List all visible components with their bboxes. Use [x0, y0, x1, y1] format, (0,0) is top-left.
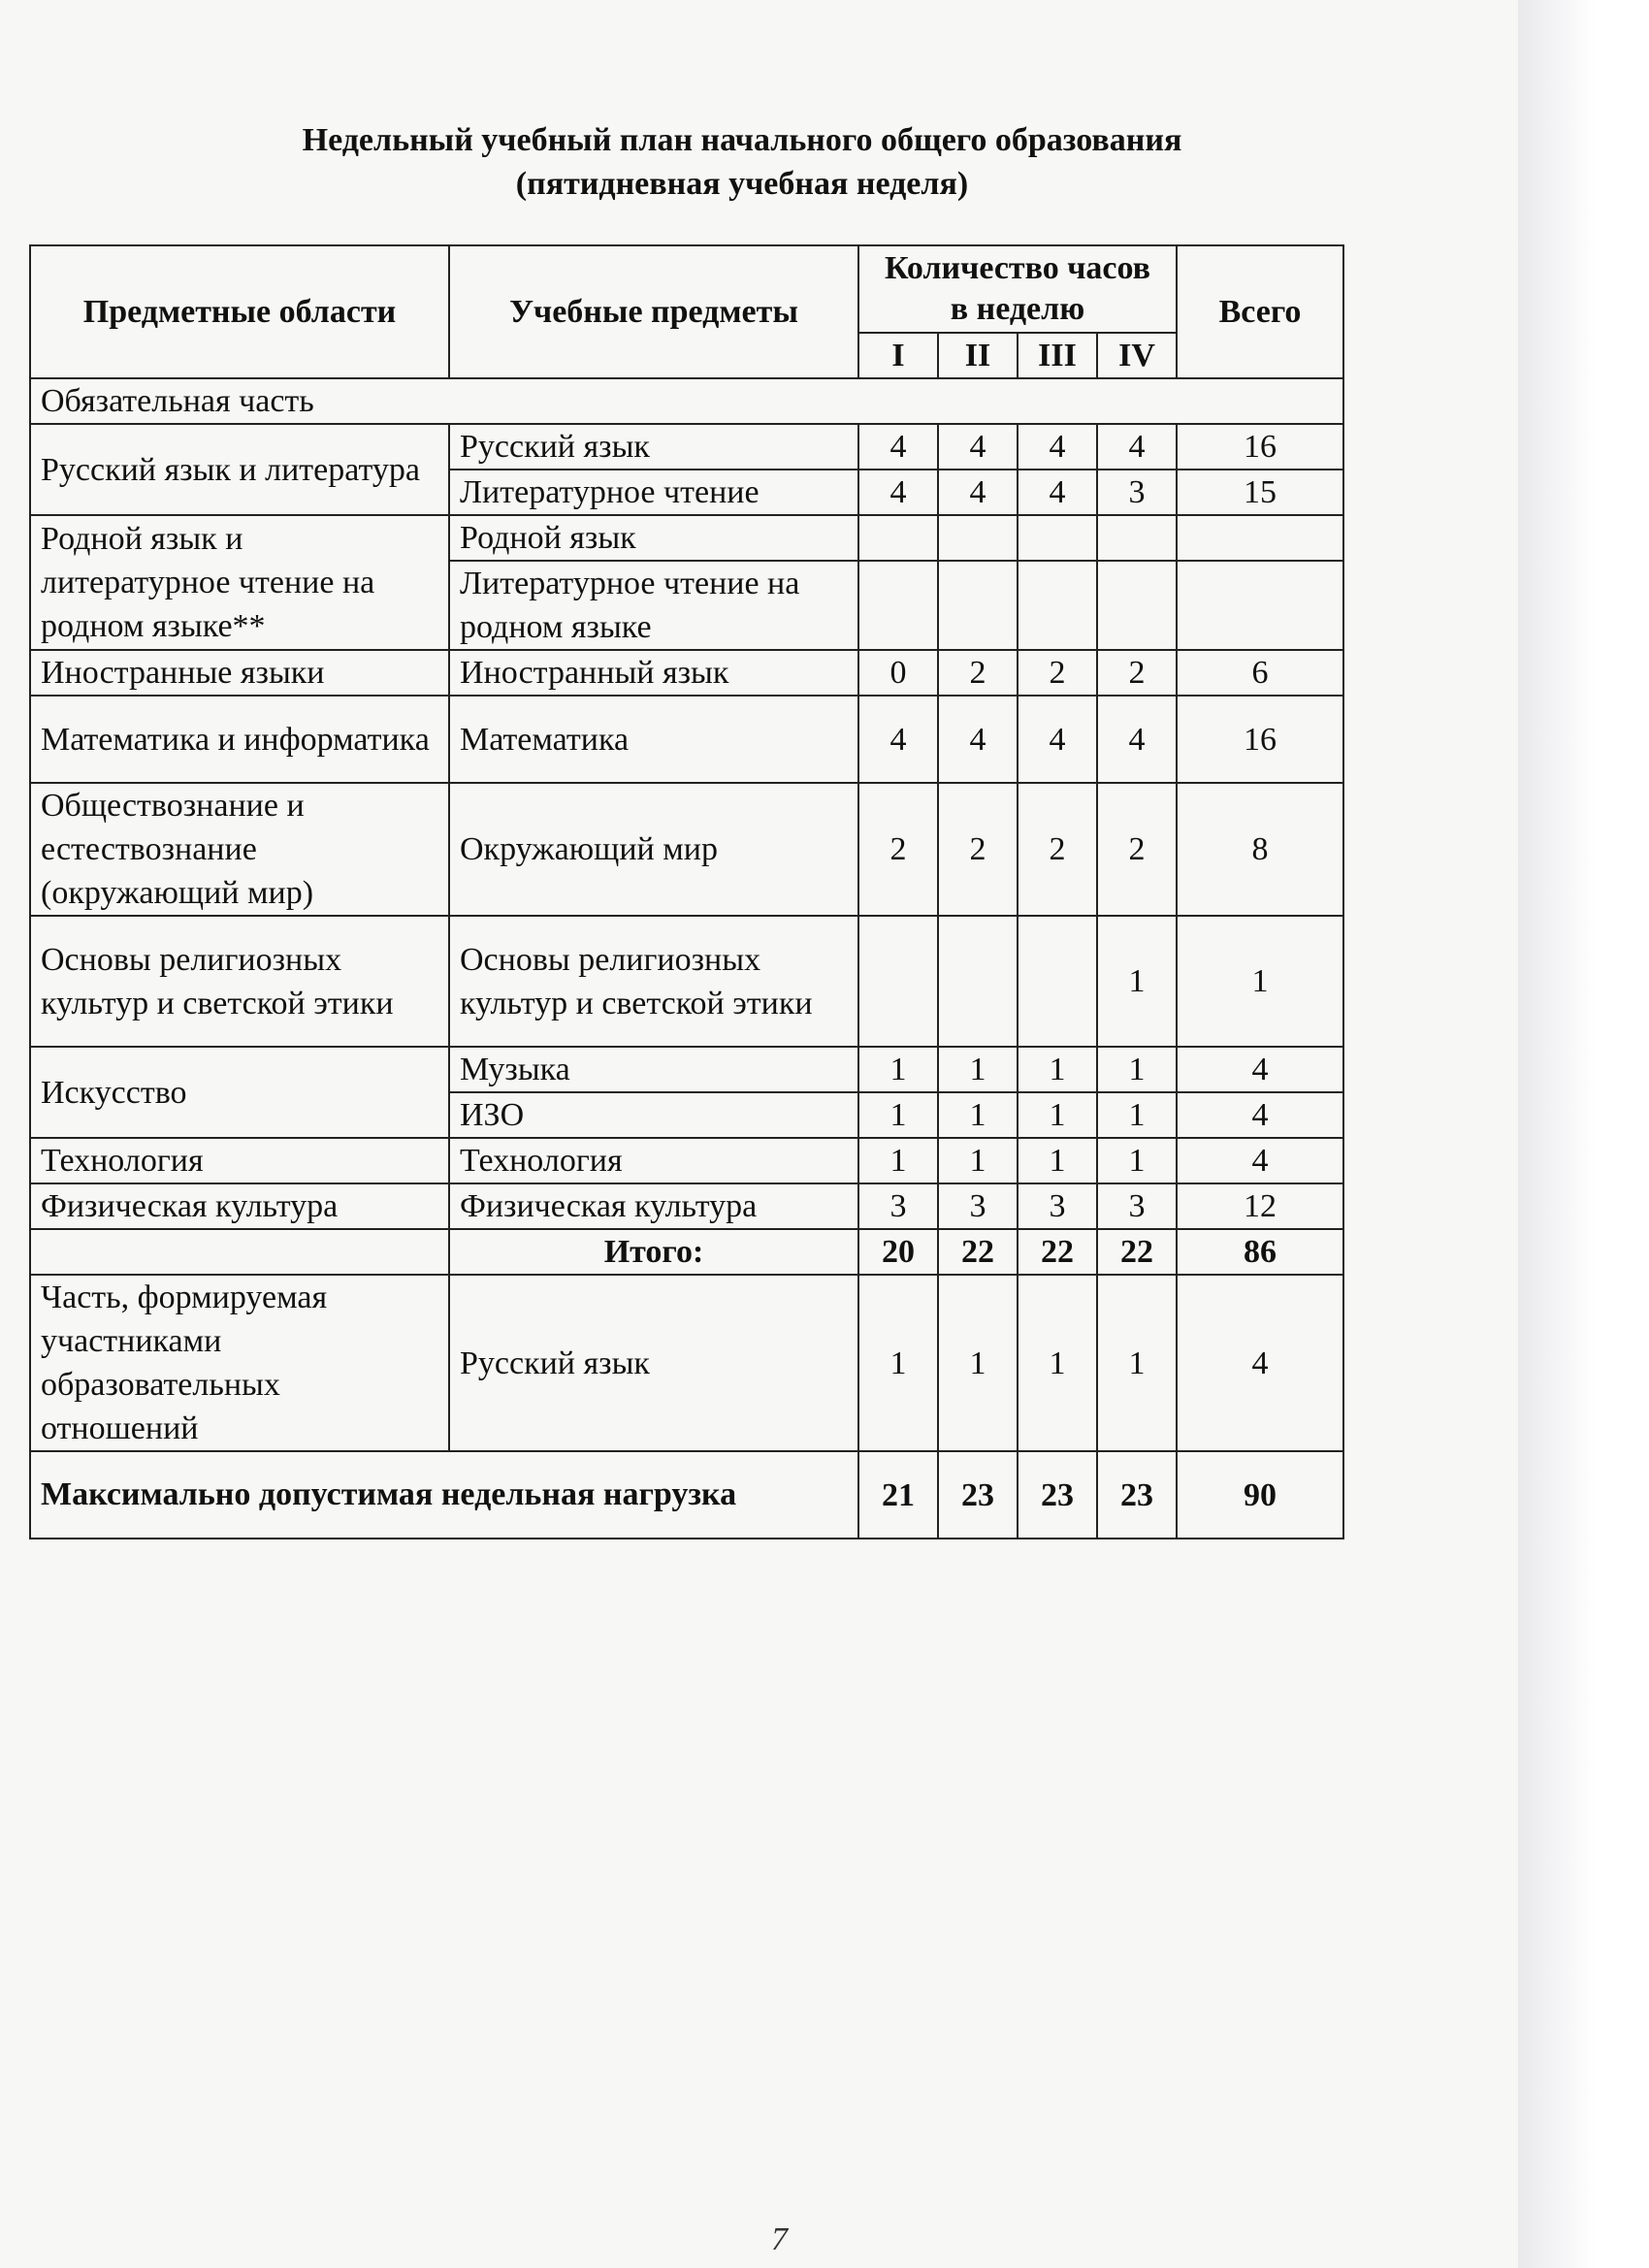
value-cell: [858, 561, 938, 650]
value-cell: 1: [1097, 1275, 1177, 1451]
value-cell: [938, 561, 1018, 650]
paper-edge: [1518, 0, 1649, 2268]
table-row: [30, 1047, 1343, 1092]
value-cell: 2: [1018, 783, 1097, 916]
header-total: Всего: [1177, 245, 1343, 378]
value-cell: [1018, 561, 1097, 650]
value-cell: 3: [858, 1183, 938, 1229]
header-grade-4: IV: [1097, 333, 1177, 378]
formed-part-row: [30, 1275, 1343, 1451]
itogo-total: 86: [1177, 1229, 1343, 1275]
value-cell: 2: [1097, 650, 1177, 696]
itogo-value: 22: [1018, 1229, 1097, 1275]
max-load-value: 23: [1097, 1451, 1177, 1539]
value-cell: 1: [1097, 916, 1177, 1047]
itogo-label: Итого:: [449, 1229, 858, 1275]
value-cell: [1097, 515, 1177, 561]
value-cell: 1: [858, 1047, 938, 1092]
header-grade-2: II: [938, 333, 1018, 378]
value-cell: 1: [1018, 1047, 1097, 1092]
total-cell: 4: [1177, 1092, 1343, 1138]
area-cell: Родной язык и литературное чтение на родном языке**: [30, 515, 449, 650]
total-cell: 4: [1177, 1047, 1343, 1092]
value-cell: 3: [1097, 470, 1177, 515]
value-cell: 2: [1097, 783, 1177, 916]
value-cell: 1: [858, 1138, 938, 1183]
max-load-label: Максимально допустимая недельная нагрузка: [30, 1451, 858, 1539]
subject-cell: Родной язык: [449, 515, 858, 561]
area-cell: Русский язык и литература: [30, 424, 449, 515]
value-cell: 4: [938, 424, 1018, 470]
subject-cell: Иностранный язык: [449, 650, 858, 696]
formed-subject-cell: Русский язык: [449, 1275, 858, 1451]
mandatory-label: Обязательная часть: [30, 378, 1343, 424]
area-cell: Основы религиозных культур и светской этики: [30, 916, 449, 1047]
value-cell: [938, 515, 1018, 561]
value-cell: 2: [938, 783, 1018, 916]
subject-cell: Окружающий мир: [449, 783, 858, 916]
total-cell: [1177, 515, 1343, 561]
total-cell: 8: [1177, 783, 1343, 916]
table-row: [30, 696, 1343, 783]
table-row: [30, 424, 1343, 470]
subject-cell: ИЗО: [449, 1092, 858, 1138]
value-cell: 1: [1018, 1275, 1097, 1451]
header-subject: Учебные предметы: [449, 245, 858, 378]
total-cell: 12: [1177, 1183, 1343, 1229]
header-grade-1: I: [858, 333, 938, 378]
total-cell: 4: [1177, 1275, 1343, 1451]
value-cell: [1018, 916, 1097, 1047]
value-cell: 3: [938, 1183, 1018, 1229]
subject-cell: Русский язык: [449, 424, 858, 470]
value-cell: 2: [938, 650, 1018, 696]
total-cell: 16: [1177, 424, 1343, 470]
page-title: [97, 118, 1387, 206]
value-cell: 2: [1018, 650, 1097, 696]
value-cell: 1: [1097, 1092, 1177, 1138]
value-cell: 4: [858, 470, 938, 515]
value-cell: 4: [1018, 470, 1097, 515]
max-load-row: [30, 1451, 1343, 1539]
value-cell: [1097, 561, 1177, 650]
table-row: [30, 916, 1343, 1047]
total-cell: 16: [1177, 696, 1343, 783]
value-cell: [938, 916, 1018, 1047]
header-area: Предметные области: [30, 245, 449, 378]
area-cell: Обществознание и естествознание (окружающий мир): [30, 783, 449, 916]
value-cell: [1018, 515, 1097, 561]
total-cell: [1177, 561, 1343, 650]
table-row: [30, 515, 1343, 561]
title-line-1: Недельный учебный план начального общего образования: [302, 122, 1182, 158]
subject-cell: Литературное чтение: [449, 470, 858, 515]
total-cell: 15: [1177, 470, 1343, 515]
value-cell: 1: [858, 1275, 938, 1451]
value-cell: 1: [938, 1138, 1018, 1183]
itogo-empty-cell: [30, 1229, 449, 1275]
subject-cell: Основы религиозных культур и светской этики: [449, 916, 858, 1047]
value-cell: 2: [858, 783, 938, 916]
value-cell: 1: [938, 1047, 1018, 1092]
max-load-value: 23: [938, 1451, 1018, 1539]
itogo-value: 22: [1097, 1229, 1177, 1275]
subject-cell: Технология: [449, 1138, 858, 1183]
area-cell: Искусство: [30, 1047, 449, 1138]
total-cell: 1: [1177, 916, 1343, 1047]
value-cell: 4: [938, 470, 1018, 515]
total-cell: 4: [1177, 1138, 1343, 1183]
header-row: [30, 245, 1343, 333]
itogo-row: [30, 1229, 1343, 1275]
value-cell: 1: [858, 1092, 938, 1138]
value-cell: 4: [938, 696, 1018, 783]
value-cell: 4: [1097, 424, 1177, 470]
value-cell: 1: [1018, 1092, 1097, 1138]
value-cell: [858, 916, 938, 1047]
max-load-total: 90: [1177, 1451, 1343, 1539]
header-grade-3: III: [1018, 333, 1097, 378]
max-load-value: 21: [858, 1451, 938, 1539]
itogo-value: 20: [858, 1229, 938, 1275]
table-row: [30, 1183, 1343, 1229]
value-cell: 3: [1097, 1183, 1177, 1229]
area-cell: Технология: [30, 1138, 449, 1183]
area-cell: Физическая культура: [30, 1183, 449, 1229]
formed-area-cell: Часть, формируемая участниками образовательных отношений: [30, 1275, 449, 1451]
curriculum-table: [29, 244, 1344, 1539]
itogo-value: 22: [938, 1229, 1018, 1275]
table-row: [30, 650, 1343, 696]
value-cell: 1: [1097, 1047, 1177, 1092]
subject-cell: Математика: [449, 696, 858, 783]
value-cell: [858, 515, 938, 561]
subject-cell: Музыка: [449, 1047, 858, 1092]
area-cell: Математика и информатика: [30, 696, 449, 783]
table-row: [30, 783, 1343, 916]
page-number: 7: [771, 2221, 788, 2257]
subject-cell: Литературное чтение на родном языке: [449, 561, 858, 650]
value-cell: 0: [858, 650, 938, 696]
header-hours: Количество часов в неделю: [858, 245, 1177, 333]
mandatory-row: [30, 378, 1343, 424]
table-row: [30, 1138, 1343, 1183]
value-cell: 4: [858, 424, 938, 470]
area-cell: Иностранные языки: [30, 650, 449, 696]
max-load-value: 23: [1018, 1451, 1097, 1539]
value-cell: 4: [1018, 696, 1097, 783]
value-cell: 1: [938, 1092, 1018, 1138]
value-cell: 4: [1018, 424, 1097, 470]
value-cell: 1: [1097, 1138, 1177, 1183]
title-line-2: (пятидневная учебная неделя): [515, 166, 969, 202]
value-cell: 4: [858, 696, 938, 783]
value-cell: 1: [1018, 1138, 1097, 1183]
value-cell: 1: [938, 1275, 1018, 1451]
total-cell: 6: [1177, 650, 1343, 696]
value-cell: 4: [1097, 696, 1177, 783]
subject-cell: Физическая культура: [449, 1183, 858, 1229]
value-cell: 3: [1018, 1183, 1097, 1229]
